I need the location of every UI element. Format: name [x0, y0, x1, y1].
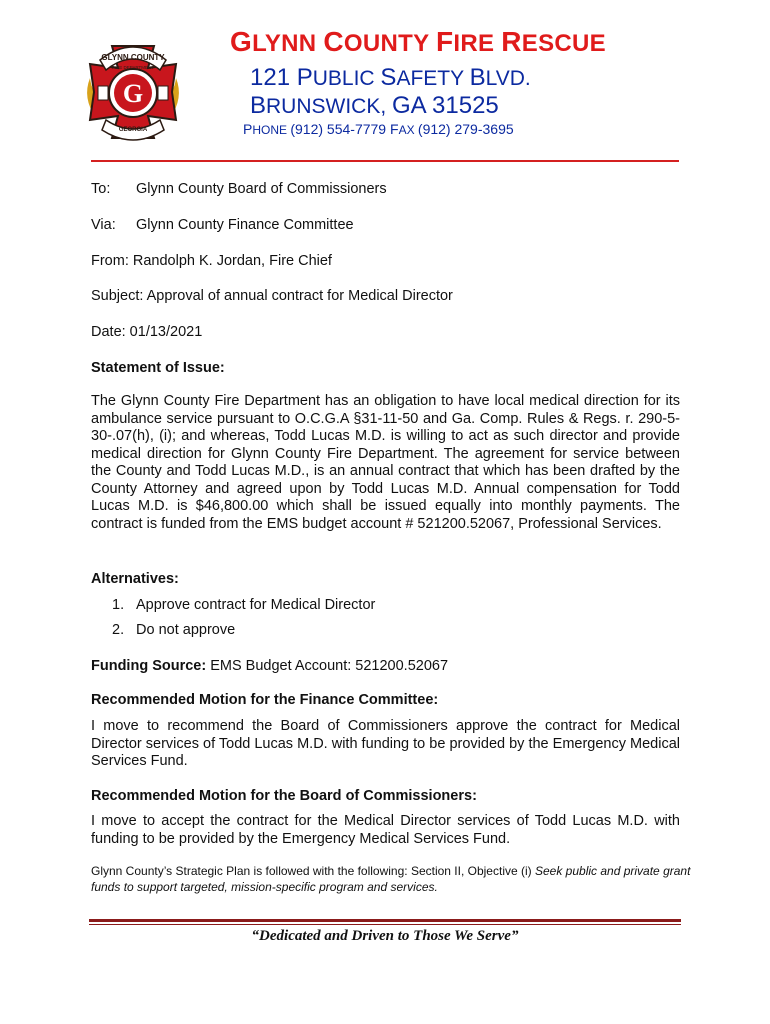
address-part-lvd: LVD.	[485, 67, 531, 90]
address-initial-b: B	[469, 64, 486, 91]
to-value: Glynn County Board of Commissioners	[136, 181, 387, 197]
phone-fax-line	[243, 121, 514, 137]
to-label: To:	[91, 181, 111, 197]
org-initial-f: F	[435, 26, 454, 57]
alternative-number: 2.	[112, 622, 125, 638]
city-initial-b: B	[250, 92, 267, 119]
state-zip: GA 31525	[392, 92, 499, 119]
header-divider	[91, 160, 679, 162]
finance-motion-text: I move to recommend the Board of Commissioners approve the contract for Medical Director services of Todd Lucas M.D. with funding to be provided by the Emergency Medical Services Fund.	[91, 718, 680, 769]
funding-label: Funding Source:	[91, 658, 207, 674]
address-line-2	[250, 92, 670, 120]
department-motto: “Dedicated and Driven to Those We Serve”	[251, 928, 519, 944]
phone-part-hone: HONE	[252, 123, 291, 137]
footer-divider-thin	[89, 924, 681, 925]
logo-sub-text: FIRE DEPARTMENT	[111, 65, 155, 70]
strategic-plan-text: Glynn County’s Strategic Plan is followed with the following: Section II, Objective (i)	[91, 864, 535, 878]
address-line-1	[250, 64, 670, 92]
finance-motion-heading: Recommended Motion for the Finance Committee:	[91, 692, 439, 708]
org-part-escue: ESCUE	[521, 30, 606, 57]
organization-name	[230, 26, 650, 58]
to-line	[91, 181, 387, 197]
alternative-item	[112, 622, 235, 638]
strategic-plan-objective: Seek public and private grant funds to support targeted, mission-specific program and services.	[91, 864, 691, 894]
via-value: Glynn County Finance Committee	[136, 217, 354, 233]
phone-initial-p: P	[243, 121, 253, 137]
org-initial-g: G	[230, 26, 253, 57]
fire-department-logo	[76, 38, 190, 146]
logo-center-letter: G	[122, 79, 144, 108]
logo-bottom-text: GEORGIA	[118, 127, 148, 133]
date-line: Date: 01/13/2021	[91, 324, 203, 340]
address-part-ublic: UBLIC	[312, 67, 381, 90]
phone-number: (912) 554-7779	[290, 121, 390, 137]
strategic-plan-note	[91, 863, 691, 895]
address-initial-s: S	[380, 64, 397, 91]
statement-heading: Statement of Issue:	[91, 360, 225, 376]
board-motion-heading: Recommended Motion for the Board of Commissioners:	[91, 788, 477, 804]
board-motion-text: I move to accept the contract for the Medical Director services of Todd Lucas M.D. with funding to be provided by the Emergency Medical Services Fund.	[91, 813, 680, 847]
org-part-ounty: OUNTY	[343, 30, 436, 57]
funding-source-line	[91, 658, 448, 674]
org-part-lynn: LYNN	[252, 30, 324, 57]
alternative-text: Approve contract for Medical Director	[136, 597, 376, 613]
via-line	[91, 217, 354, 233]
fax-number: (912) 279-3695	[417, 121, 514, 137]
funding-value: EMS Budget Account: 521200.52067	[206, 658, 449, 674]
org-initial-r: R	[501, 26, 522, 57]
org-initial-c: C	[323, 26, 344, 57]
fax-part-ax: AX	[398, 123, 418, 137]
fire-badge-icon	[76, 38, 190, 146]
alternative-item	[112, 597, 375, 613]
alternative-number: 1.	[112, 597, 125, 613]
statement-text: The Glynn County Fire Department has an obligation to have local medical direction for its ambulance service pursuant to O.C.G.A §31-11-50 and Ga. Comp. Rules & Regs. r. 290-5-30-.07(h), (i); and whereas, Todd Lucas M.D. is willing to act as such director and provide medical direction for Glynn County Fire Department. The agreement for service between the County and Todd Lucas M.D., is an annual contract that which has been drafted by the County Attorney and agreed upon by Todd Lucas M.D. Annual compensation for Todd Lucas M.D. is $46,800.00 which shall be issued equally into monthly payments. The contract is funded from the EMS budget account # 521200.52067, Professional Services.	[91, 393, 680, 532]
city-part-runswick: RUNSWICK,	[266, 95, 393, 118]
logo-top-text: GLYNN COUNTY	[101, 53, 165, 62]
fax-initial-f: F	[390, 121, 399, 137]
footer-divider-thick	[89, 919, 681, 922]
address-part-afety: AFETY	[396, 67, 470, 90]
subject-line: Subject: Approval of annual contract for Medical Director	[91, 288, 453, 304]
address-initial-p: P	[296, 64, 313, 91]
from-line: From: Randolph K. Jordan, Fire Chief	[91, 253, 332, 269]
org-part-ire: IRE	[453, 30, 502, 57]
alternatives-heading: Alternatives:	[91, 571, 179, 587]
via-label: Via:	[91, 217, 116, 233]
alternative-text: Do not approve	[136, 622, 236, 638]
address-number: 121	[250, 64, 297, 91]
